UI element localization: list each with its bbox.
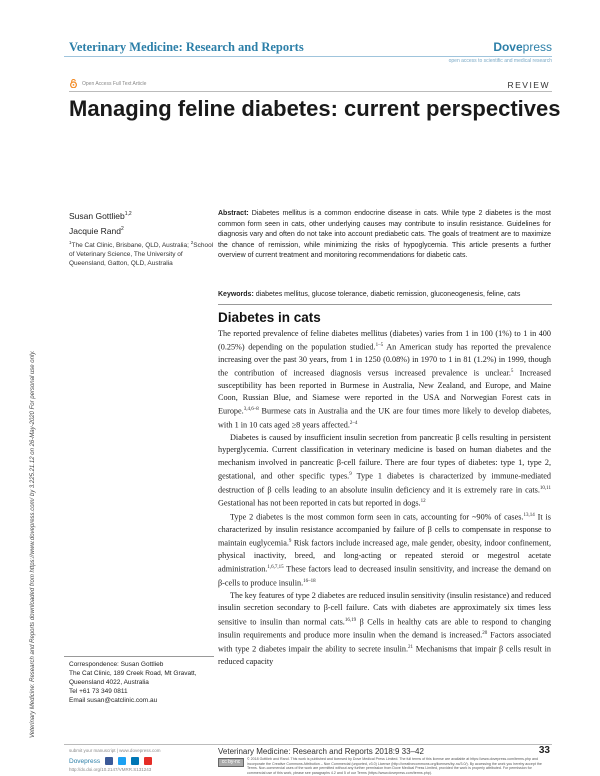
youtube-icon[interactable] <box>144 757 152 765</box>
correspondence-phone: Tel +61 73 349 0811 <box>69 688 128 695</box>
publisher-logo[interactable] <box>493 40 552 54</box>
submit-manuscript-link[interactable]: submit your manuscript | www.dovepress.com <box>69 748 161 753</box>
header-divider <box>64 56 552 57</box>
author-2[interactable] <box>69 223 132 238</box>
affiliation-2-mark: 2 <box>190 240 194 245</box>
paragraph-3: Type 2 diabetes is the most common form seen in cats, accounting for ~90% of cases.$^{13,14}$ It is characterized by insulin resistance accompanied by failure of β cells to compensate in response to maintain euglycemia.$^9$ Risk factors include increased age, male gender, obesity, indoor confinement, physical inactivity, breed, and long-acting or repeated steroid or megestrol acetate administration.$^{1,6,7,15}$ These factors lead to decreased insulin sensitivity, and increase the demand on β-cells to produce insulin.$^{16-18}$ <box>218 513 551 589</box>
author-1-name: Susan Gottlieb <box>69 210 125 221</box>
keywords-text: diabetes mellitus, glucose tolerance, diabetic remission, gluconeogenesis, feline, cats <box>255 291 521 298</box>
abstract-text: Diabetes mellitus is a common endocrine disease in cats. While type 2 diabetes is the most common form seen in cats, other underlying causes may contribute to insulin resistance. Guidelines for diagnosis vary and often do not take into account prediabetic cats. The goals of treatment are to maximize the chance of remission, while minimizing the risks of hypoglycemia. This article presents a further overview of current treatment and monitoring recommendations for diabetic cats. <box>218 210 551 259</box>
correspondence-name: Correspondence: Susan Gottlieb <box>69 661 164 668</box>
doi-link[interactable]: http://dx.doi.org/10.2147/VMRR.S131243 <box>69 767 152 772</box>
journal-title[interactable]: Veterinary Medicine: Research and Reports <box>69 40 304 54</box>
article-title: Managing feline diabetes: current perspectives <box>69 96 561 121</box>
abstract-divider <box>218 304 552 305</box>
page-number: 33 <box>538 745 550 756</box>
author-2-affiliation-mark: 2 <box>120 225 124 232</box>
correspondence-email[interactable]: Email susan@catclinic.com.au <box>69 697 158 704</box>
twitter-icon[interactable] <box>118 757 126 765</box>
correspondence-address: The Cat Clinic, 189 Creek Road, Mt Gravatt, Queensland 4022, Australia <box>69 670 197 686</box>
paragraph-1: The reported prevalence of feline diabetes mellitus (diabetes) varies from 1 in 100 (1%) to 1 in 400 (0.25%) depending on the population studied.$^{1-5}$ An American study has reported the prevalence increasing over the past 30 years, from 1 in 1250 (0.08%) in 1970 to 1 in 81 (1.2%) in 1999, though the contribution of increased diagnosis versus increased prevalence is unclear.$^5$ Increased susceptibility has been reported in Burmese in Australia, New Zealand, and Europe, and Maine Coon, Russian Blue, and Siamese were reported in the USA and Norwegian Forest cats in Europe.$^{3,4,6-8}$ Burmese cats in Australia and the UK are four times more likely to develop diabetes, with 1 in 10 cats aged ≥8 years affected.$^{2-4}$ <box>218 329 551 431</box>
publisher-tagline: open access to scientific and medical research <box>448 58 552 64</box>
affiliation-2: School of Veterinary Science, The University of Queensland, Gatton, QLD, Australia <box>69 242 214 268</box>
download-watermark-text: Veterinary Medicine: Research and Reports downloaded from https://www.dovepress.com/ by 3.225.21.12 on 26-May-2020 For personal use only. <box>30 350 36 738</box>
open-access-row <box>69 79 146 88</box>
creative-commons-badge[interactable]: cc by-nc <box>218 758 244 767</box>
section-heading: Diabetes in cats <box>218 310 321 325</box>
article-type: REVIEW <box>507 80 550 90</box>
download-watermark <box>30 128 50 738</box>
footer-brand[interactable]: Dovepress <box>69 757 101 765</box>
author-1-affiliation-mark: 1,2 <box>124 211 132 217</box>
journal-citation: Veterinary Medicine: Research and Reports 2018:9 33–42 <box>218 747 424 756</box>
correspondence <box>69 660 214 705</box>
linkedin-icon[interactable] <box>131 757 139 765</box>
keywords <box>218 290 551 300</box>
open-access-label: Open Access Full Text Article <box>82 80 147 87</box>
abstract-label: Abstract: <box>218 210 249 217</box>
facebook-icon[interactable] <box>105 757 113 765</box>
author-1[interactable] <box>69 208 132 223</box>
author-list <box>69 208 132 238</box>
keywords-label: Keywords: <box>218 291 254 298</box>
license-text: © 2018 Gottlieb and Rand. This work is published and licensed by Dove Medical Press Limited. The full terms of this license are available at https://www.dovepress.com/terms.php and incorporate the Creative Commons Attribution – Non Commercial (unported, v3.0) License (http://creativecommons.org/licenses/by-nc/3.0/). By accessing the work you hereby accept the Terms. Non-commercial uses of the work are permitted without any further permission from Dove Medical Press Limited, provided the work is properly attributed. For permission for commercial use of this work, please see paragraphs 4.2 and 5 of our Terms (https://www.dovepress.com/terms.php). <box>247 757 542 775</box>
affiliations <box>69 238 214 268</box>
title-divider <box>69 91 552 92</box>
footer-brand-row <box>69 757 152 765</box>
abstract <box>218 209 551 262</box>
body-column <box>218 310 551 668</box>
author-2-name: Jacquie Rand <box>69 225 121 236</box>
paragraph-4: The key features of type 2 diabetes are reduced insulin sensitivity (insulin resistance) and reduced insulin secretion secondary to β-cell failure. Cats with diabetes are approximately six times less sensitive to insulin than normal cats.$^{16,19}$ β Cells in healthy cats are able to respond to changing insulin requirements and produce more insulin when the demand is increased.$^{20}$ Factors associated with type 2 diabetes impair the ability to secrete insulin.$^{21}$ Mechanisms that impair β cells result in reduced capacity <box>218 591 552 667</box>
affiliation-1-mark: 1 <box>69 240 72 245</box>
affiliation-1: The Cat Clinic, Brisbane, QLD, Australia; <box>71 242 189 250</box>
publisher-name-light: press <box>522 40 552 54</box>
footer-divider <box>64 744 552 745</box>
publisher-name-bold: Dove <box>493 40 523 54</box>
paragraph-2: Diabetes is caused by insufficient insulin secretion from pancreatic β cells resulting in persistent hyperglycemia. Current classification in veterinary medicine is based on human diabetes and the mechanism involved in pancreatic β-cell failure. There are four types of diabetes: type 1, type 2, gestational, and other specific types.$^9$ Type 1 diabetes is characterized by immune-mediated destruction of β cells leading to an absolute insulin deficiency and it is extremely rare in cats.$^{10,11}$ Gestational has not been reported in cats but reported in dogs.$^{12}$ <box>218 433 551 509</box>
correspondence-divider <box>64 656 214 657</box>
open-access-icon <box>69 79 78 88</box>
